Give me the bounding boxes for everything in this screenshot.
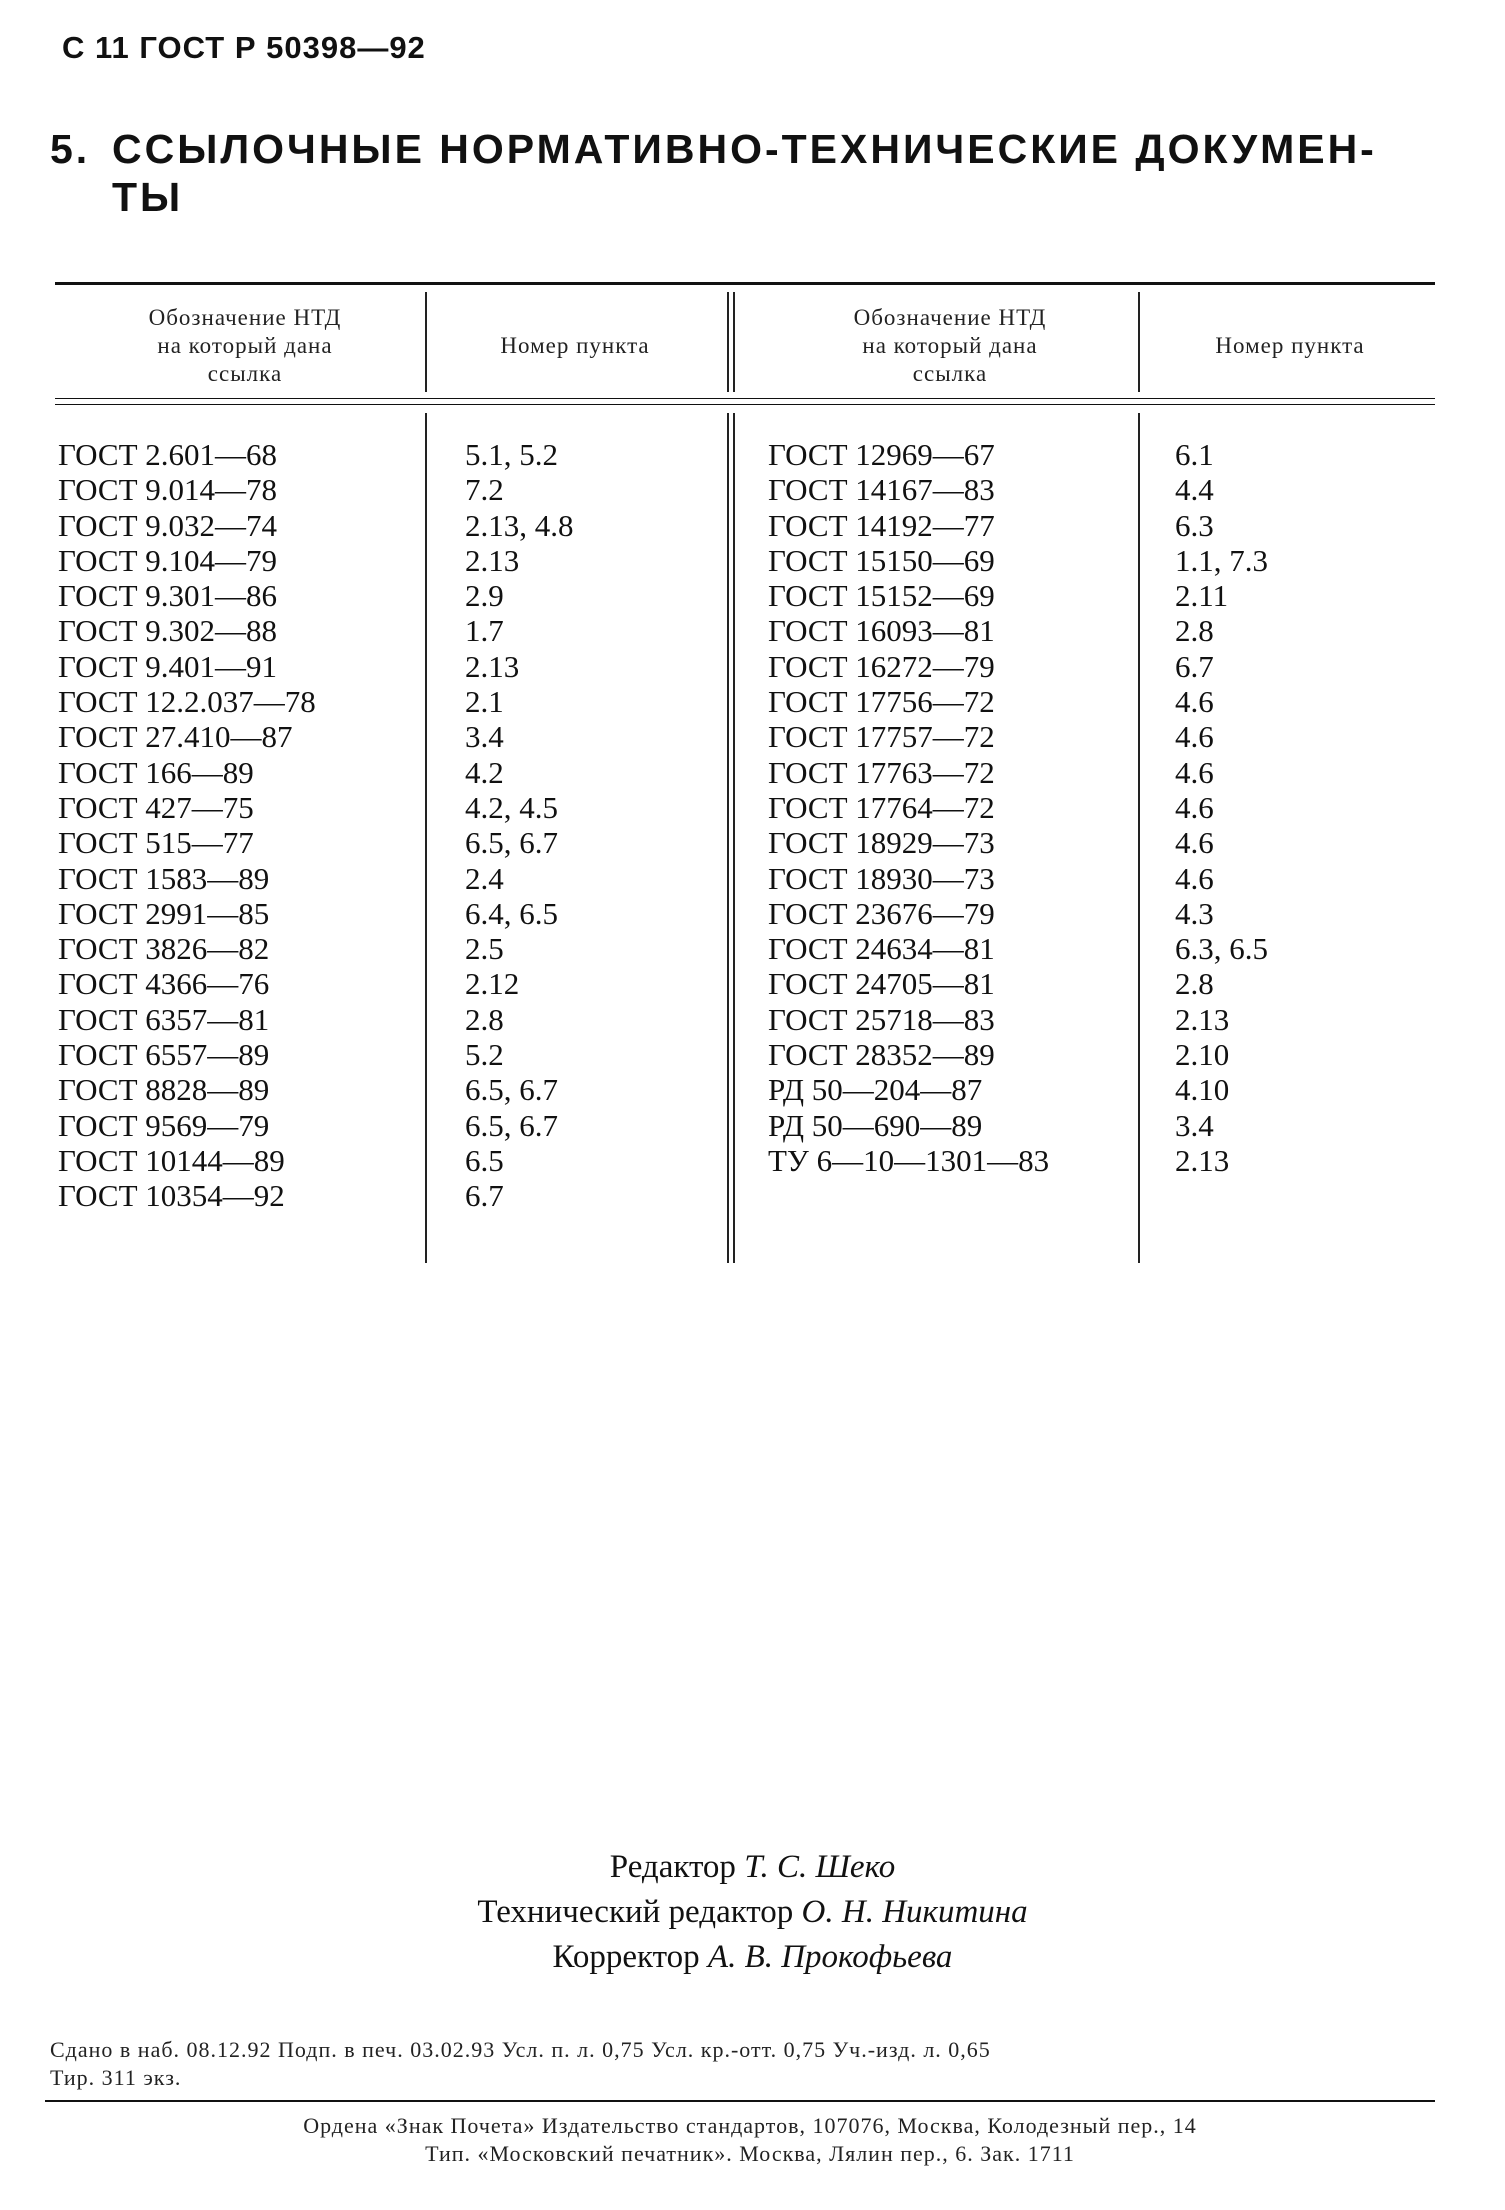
credit-corr-name: А. В. Прокофьева	[707, 1939, 953, 1975]
header-doc-line2: на который дана	[862, 333, 1038, 358]
credit-tech-label: Технический редактор	[477, 1894, 794, 1930]
doc-designation-cell: ГОСТ 28352—89	[768, 1037, 995, 1073]
table-top-rule	[55, 282, 1435, 285]
imprint-line: Тип. «Московский печатник». Москва, Лялин пер., 6. Зак. 1711	[425, 2141, 1075, 2166]
column-divider	[727, 292, 729, 392]
doc-designation-cell: ГОСТ 10354—92	[58, 1178, 285, 1214]
item-number-cell: 2.13, 4.8	[465, 507, 574, 543]
doc-designation-cell: ГОСТ 18930—73	[768, 860, 995, 896]
item-number-cell: 2.13	[1175, 1142, 1230, 1178]
doc-designation-cell: ГОСТ 15152—69	[768, 578, 995, 614]
credit-editor	[0, 1845, 1505, 1889]
item-number-cell: 7.2	[465, 472, 504, 508]
item-number-cell: 2.8	[465, 1001, 504, 1037]
doc-designation-cell: ГОСТ 166—89	[58, 754, 254, 790]
item-number-cell: 3.4	[1175, 1107, 1214, 1143]
item-number-cell: 4.6	[1175, 719, 1214, 755]
column-divider	[425, 413, 427, 1263]
imprint-line: Сдано в наб. 08.12.92 Подп. в печ. 03.02.93 Усл. п. л. 0,75 Усл. кр.-отт. 0,75 Уч.-изд. л. 0,65	[50, 2037, 991, 2062]
section-title	[50, 125, 1450, 221]
item-number-cell: 6.3, 6.5	[1175, 931, 1268, 967]
item-number-cell: 3.4	[465, 719, 504, 755]
column-divider	[727, 413, 729, 1263]
item-number-cell: 1.1, 7.3	[1175, 542, 1268, 578]
doc-designation-cell: ГОСТ 427—75	[58, 789, 254, 825]
doc-designation-cell: ГОСТ 12969—67	[768, 437, 995, 472]
section-title-line2: ТЫ	[112, 174, 184, 220]
item-number-cell: 4.6	[1175, 754, 1214, 790]
header-item-left: Номер пункта	[500, 333, 650, 358]
right-item-column	[1175, 437, 1430, 1178]
doc-designation-cell: ГОСТ 9.032—74	[58, 507, 278, 543]
doc-designation-cell: ГОСТ 515—77	[58, 825, 254, 861]
doc-designation-cell: ГОСТ 14192—77	[768, 507, 995, 543]
item-number-cell: 5.2	[465, 1037, 504, 1073]
doc-designation-cell: ГОСТ 15150—69	[768, 542, 995, 578]
item-number-cell: 2.8	[1175, 613, 1214, 649]
doc-designation-cell: ГОСТ 9.104—79	[58, 542, 278, 578]
item-number-cell: 4.4	[1175, 472, 1214, 508]
doc-designation-cell: РД 50—690—89	[768, 1107, 983, 1143]
left-doc-column	[58, 437, 418, 1214]
doc-designation-cell: ГОСТ 2.601—68	[58, 437, 278, 472]
item-number-cell: 2.13	[465, 648, 520, 684]
item-number-cell: 6.7	[465, 1178, 504, 1214]
header-doc-line3: ссылка	[912, 361, 988, 386]
credit-editor-name: Т. С. Шеко	[744, 1849, 896, 1885]
right-doc-column	[768, 437, 1133, 1178]
doc-designation-cell: ГОСТ 9.401—91	[58, 648, 278, 684]
header-rule	[55, 404, 1435, 405]
doc-designation-cell: ГОСТ 10144—89	[58, 1142, 285, 1178]
column-divider	[1138, 413, 1140, 1263]
imprint-line: Ордена «Знак Почета» Издательство стандартов, 107076, Москва, Колодезный пер., 14	[303, 2113, 1197, 2138]
item-number-cell: 2.1	[465, 684, 504, 720]
doc-designation-cell: ГОСТ 6357—81	[58, 1001, 270, 1037]
item-number-cell: 6.5, 6.7	[465, 825, 558, 861]
item-number-cell: 4.6	[1175, 860, 1214, 896]
item-number-cell: 2.5	[465, 931, 504, 967]
doc-designation-cell: ГОСТ 6557—89	[58, 1037, 270, 1073]
item-number-cell: 6.5, 6.7	[465, 1072, 558, 1108]
item-number-cell: 1.7	[465, 613, 504, 649]
doc-designation-cell: ГОСТ 1583—89	[58, 860, 270, 896]
item-number-cell: 6.1	[1175, 437, 1214, 472]
item-number-cell: 6.5, 6.7	[465, 1107, 558, 1143]
doc-designation-cell: ГОСТ 9.302—88	[58, 613, 278, 649]
header-doc-line1: Обозначение НТД	[853, 305, 1047, 330]
doc-designation-cell: ГОСТ 24705—81	[768, 966, 995, 1002]
footer-rule	[45, 2100, 1435, 2102]
column-divider	[733, 413, 735, 1263]
credit-tech-name: О. Н. Никитина	[801, 1894, 1028, 1930]
section-number: 5.	[50, 126, 91, 172]
item-number-cell: 4.2	[465, 754, 504, 790]
doc-designation-cell: ГОСТ 17757—72	[768, 719, 995, 755]
item-number-cell: 4.6	[1175, 684, 1214, 720]
item-number-cell: 2.13	[1175, 1001, 1230, 1037]
item-number-cell: 2.12	[465, 966, 520, 1002]
doc-designation-cell: ГОСТ 18929—73	[768, 825, 995, 861]
credit-tech-editor	[0, 1890, 1505, 1934]
doc-designation-cell: ГОСТ 23676—79	[768, 895, 995, 931]
page-header: С 11 ГОСТ Р 50398—92	[62, 30, 426, 65]
doc-designation-cell: РД 50—204—87	[768, 1072, 983, 1108]
header-doc-right	[790, 304, 1110, 388]
header-rule	[55, 398, 1435, 399]
doc-designation-cell: ГОСТ 9.014—78	[58, 472, 278, 508]
doc-designation-cell: ГОСТ 8828—89	[58, 1072, 270, 1108]
doc-designation-cell: ГОСТ 24634—81	[768, 931, 995, 967]
column-divider	[733, 292, 735, 392]
item-number-cell: 2.11	[1175, 578, 1229, 614]
section-title-line1: ССЫЛОЧНЫЕ НОРМАТИВНО-ТЕХНИЧЕСКИЕ ДОКУМЕН-	[112, 126, 1377, 172]
item-number-cell: 2.10	[1175, 1037, 1230, 1073]
item-number-cell: 2.13	[465, 542, 520, 578]
item-number-cell: 6.3	[1175, 507, 1214, 543]
credit-corrector	[0, 1935, 1505, 1979]
column-divider	[425, 292, 427, 392]
item-number-cell: 6.5	[465, 1142, 504, 1178]
item-number-cell: 4.10	[1175, 1072, 1230, 1108]
item-number-cell: 6.7	[1175, 648, 1214, 684]
doc-designation-cell: ГОСТ 2991—85	[58, 895, 270, 931]
doc-designation-cell: ГОСТ 16093—81	[768, 613, 995, 649]
credit-editor-label: Редактор	[609, 1849, 736, 1885]
item-number-cell: 4.6	[1175, 825, 1214, 861]
doc-designation-cell: ТУ 6—10—1301—83	[768, 1142, 1050, 1178]
imprint-line: Тир. 311 экз.	[50, 2065, 182, 2090]
item-number-cell: 4.3	[1175, 895, 1214, 931]
header-doc-line2: на который дана	[157, 333, 333, 358]
doc-designation-cell: ГОСТ 17756—72	[768, 684, 995, 720]
doc-designation-cell: ГОСТ 16272—79	[768, 648, 995, 684]
doc-designation-cell: ГОСТ 3826—82	[58, 931, 270, 967]
doc-designation-cell: ГОСТ 9.301—86	[58, 578, 278, 614]
item-number-cell: 6.4, 6.5	[465, 895, 558, 931]
doc-designation-cell: ГОСТ 17764—72	[768, 789, 995, 825]
doc-designation-cell: ГОСТ 27.410—87	[58, 719, 293, 755]
header-item-right: Номер пункта	[1215, 333, 1365, 358]
imprint-print-info	[50, 2036, 1450, 2092]
item-number-cell: 2.8	[1175, 966, 1214, 1002]
doc-designation-cell: ГОСТ 4366—76	[58, 966, 270, 1002]
item-number-cell: 2.4	[465, 860, 504, 896]
item-number-cell: 2.9	[465, 578, 504, 614]
imprint-publisher	[50, 2112, 1450, 2168]
doc-designation-cell: ГОСТ 25718—83	[768, 1001, 995, 1037]
column-divider	[1138, 292, 1140, 392]
doc-designation-cell: ГОСТ 9569—79	[58, 1107, 270, 1143]
doc-designation-cell: ГОСТ 12.2.037—78	[58, 684, 316, 720]
item-number-cell: 5.1, 5.2	[465, 437, 558, 472]
doc-designation-cell: ГОСТ 17763—72	[768, 754, 995, 790]
item-number-cell: 4.6	[1175, 789, 1214, 825]
item-number-cell: 4.2, 4.5	[465, 789, 558, 825]
credit-corr-label: Корректор	[552, 1939, 700, 1975]
header-doc-left	[85, 304, 405, 388]
left-item-column	[465, 437, 720, 1214]
header-doc-line1: Обозначение НТД	[148, 305, 342, 330]
doc-designation-cell: ГОСТ 14167—83	[768, 472, 995, 508]
header-doc-line3: ссылка	[207, 361, 283, 386]
